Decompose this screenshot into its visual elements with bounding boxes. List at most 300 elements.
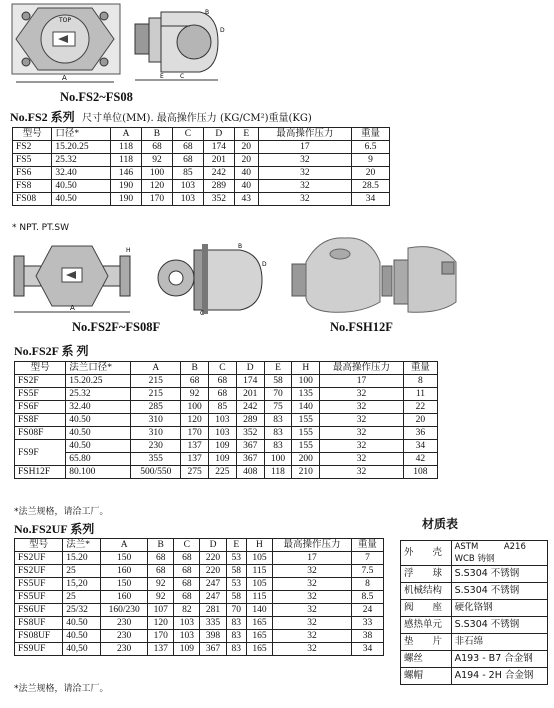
table-cell: 7.5	[351, 565, 383, 578]
table-cell: 40.50	[66, 440, 131, 453]
table-header: A	[131, 362, 181, 375]
table-header: B	[141, 128, 172, 141]
materials-table	[400, 540, 548, 685]
table-cell: 115	[246, 565, 272, 578]
table-row	[15, 565, 384, 578]
table-cell: 289	[203, 180, 234, 193]
table-cell: 40	[234, 167, 258, 180]
table-cell: 70	[226, 604, 246, 617]
table-cell: 190	[111, 193, 142, 206]
table-cell: 140	[246, 604, 272, 617]
table-cell: 32	[258, 193, 351, 206]
table-header: 型号	[13, 128, 52, 141]
table-cell: 140	[292, 401, 320, 414]
table-cell: 155	[292, 440, 320, 453]
table-row	[15, 604, 384, 617]
table-cell: 92	[181, 388, 209, 401]
table-cell: 32.40	[52, 167, 111, 180]
table-cell: 32	[273, 591, 352, 604]
table-header: D	[236, 362, 264, 375]
table-cell: 65.80	[66, 453, 131, 466]
table-cell: FS6UF	[15, 604, 63, 617]
table-cell: 150	[101, 552, 148, 565]
table-cell: 70	[264, 388, 292, 401]
table-cell: FS08F	[15, 427, 66, 440]
material-part: 垫 片	[401, 634, 452, 651]
table-row	[13, 141, 390, 154]
table3-title-text: No.FS2UF 系列	[14, 522, 95, 536]
table-row	[15, 414, 438, 427]
table-cell: 68	[141, 141, 172, 154]
table-row	[13, 167, 390, 180]
table-cell: 83	[226, 643, 246, 656]
table-cell: 103	[172, 193, 203, 206]
table-header: 型号	[15, 362, 66, 375]
table-header: D	[200, 539, 226, 552]
svg-text:D: D	[220, 27, 225, 34]
table-cell: 53	[226, 578, 246, 591]
table-cell: 32	[258, 154, 351, 167]
table-header: B	[181, 362, 209, 375]
table-cell: FS6F	[15, 401, 66, 414]
material-spec: A194 - 2H 合金钢	[451, 668, 547, 685]
table-cell: 146	[111, 167, 142, 180]
svg-text:B: B	[205, 9, 210, 16]
table-cell: FS08UF	[15, 630, 63, 643]
material-part: 螺帽	[401, 668, 452, 685]
table-cell: 32	[273, 643, 352, 656]
table-cell: FS2UF	[15, 565, 63, 578]
table-cell: FS5F	[15, 388, 66, 401]
table-cell: FS8UF	[15, 617, 63, 630]
table-cell: 100	[292, 375, 320, 388]
table-cell: 85	[172, 167, 203, 180]
material-spec: S.S304 不锈钢	[451, 617, 547, 634]
table-cell: 15.20.25	[52, 141, 111, 154]
table-cell: 8.5	[351, 591, 383, 604]
table-cell: 68	[174, 578, 200, 591]
table-cell: 38	[351, 630, 383, 643]
table-cell: 190	[111, 180, 142, 193]
table-row	[15, 466, 438, 479]
table-cell: 109	[174, 643, 200, 656]
fs2f-front-view-drawing	[12, 238, 132, 316]
table-cell: 137	[181, 440, 209, 453]
svg-text:A: A	[70, 304, 75, 312]
table-row	[13, 154, 390, 167]
table-header: A	[101, 539, 148, 552]
table-cell: 68	[174, 591, 200, 604]
table-cell: 170	[141, 193, 172, 206]
fsh12f-photo-illustration	[290, 232, 465, 322]
table-cell: FS6	[13, 167, 52, 180]
material-row	[401, 634, 548, 651]
table-cell: 310	[131, 427, 181, 440]
table-cell: 247	[200, 591, 226, 604]
table-header: C	[174, 539, 200, 552]
table-cell: 247	[200, 578, 226, 591]
table-cell: 25.32	[66, 388, 131, 401]
table-cell: 105	[246, 578, 272, 591]
table-header: D	[203, 128, 234, 141]
table-header: B	[148, 539, 174, 552]
table3-header-row	[15, 539, 384, 552]
table-cell: 335	[200, 617, 226, 630]
svg-text:B: B	[238, 243, 243, 250]
table-cell: 68	[209, 375, 237, 388]
table-cell: 103	[174, 630, 200, 643]
material-part: 感热单元	[401, 617, 452, 634]
table-cell: 92	[141, 154, 172, 167]
table3-note: *法兰规格，请洽工厂。	[14, 684, 109, 694]
table-cell: 200	[292, 453, 320, 466]
table-cell: 8	[351, 578, 383, 591]
table-cell: 32	[320, 427, 404, 440]
table-cell: 83	[264, 427, 292, 440]
material-part: 阀 座	[401, 600, 452, 617]
table-cell: 6.5	[352, 141, 390, 154]
materials-title: 材质表	[422, 517, 459, 531]
table-cell: 105	[246, 552, 272, 565]
table-row	[15, 617, 384, 630]
table-header: A	[111, 128, 142, 141]
table-header: E	[226, 539, 246, 552]
table-header: 最高操作压力	[273, 539, 352, 552]
material-part: 外 壳	[401, 541, 452, 566]
table-header: 最高操作压力	[320, 362, 404, 375]
table-cell: 83	[264, 414, 292, 427]
table-cell: 120	[148, 617, 174, 630]
material-spec: S.S304 不锈钢	[451, 566, 547, 583]
table2-note: *法兰规格，请洽工厂。	[14, 507, 109, 517]
table-cell: 160	[101, 591, 148, 604]
table-cell: 215	[131, 388, 181, 401]
table-cell: 103	[172, 180, 203, 193]
table-cell: 68	[209, 388, 237, 401]
table1-header-row	[13, 128, 390, 141]
table-cell: 58	[264, 375, 292, 388]
table-row	[15, 427, 438, 440]
table-cell: 58	[226, 591, 246, 604]
svg-text:C: C	[180, 73, 185, 80]
table-cell: 68	[174, 552, 200, 565]
table-header: H	[246, 539, 272, 552]
table-cell: 92	[148, 591, 174, 604]
table-cell: 24	[351, 604, 383, 617]
table-cell: 68	[172, 141, 203, 154]
table-cell: 80.100	[66, 466, 131, 479]
table-cell: FS2F	[15, 375, 66, 388]
table-cell: 68	[174, 565, 200, 578]
material-row	[401, 617, 548, 634]
fs2f-spec-table	[14, 361, 438, 479]
table-cell: 20	[234, 154, 258, 167]
table-cell: 40.50	[66, 427, 131, 440]
table-cell: 32	[258, 180, 351, 193]
table-cell: 367	[236, 440, 264, 453]
table-cell: FS2UF	[15, 552, 63, 565]
table-cell: 58	[226, 565, 246, 578]
table-cell: 32	[273, 617, 352, 630]
table1-note: * NPT. PT.SW	[12, 223, 70, 233]
table-cell: 25.32	[52, 154, 111, 167]
table-row	[13, 193, 390, 206]
table-cell: 310	[131, 414, 181, 427]
svg-text:C: C	[200, 310, 205, 316]
table-cell: 22	[403, 401, 437, 414]
table2-header-row	[15, 362, 438, 375]
table-cell: 137	[181, 453, 209, 466]
table-cell: 230	[101, 643, 148, 656]
table-cell: 32	[273, 630, 352, 643]
table-cell: 36	[403, 427, 437, 440]
material-spec: A193 - B7 合金钢	[451, 651, 547, 668]
svg-text:E: E	[160, 73, 164, 80]
material-part: 机械结构	[401, 583, 452, 600]
material-spec: S.S304 不锈钢	[451, 583, 547, 600]
table-cell: 165	[246, 630, 272, 643]
table-cell: 281	[200, 604, 226, 617]
material-row	[401, 668, 548, 685]
table-cell: FS5	[13, 154, 52, 167]
table-cell: 215	[131, 375, 181, 388]
table-cell: FS08	[13, 193, 52, 206]
table-header: 口径*	[52, 128, 111, 141]
table-header: 型号	[15, 539, 63, 552]
table-cell: 85	[209, 401, 237, 414]
table-cell: 285	[131, 401, 181, 414]
fig2-caption-fs2f: No.FS2F~FS08F	[72, 320, 161, 334]
table-cell: 28.5	[352, 180, 390, 193]
table-cell: 40,50	[63, 643, 101, 656]
table-cell: 408	[236, 466, 264, 479]
table-cell: 367	[200, 643, 226, 656]
fs2uf-spec-table	[14, 538, 384, 656]
table-cell: 355	[131, 453, 181, 466]
table-cell: 32	[320, 466, 404, 479]
table-cell: 32.40	[66, 401, 131, 414]
table-header: E	[264, 362, 292, 375]
fig2-caption-fsh12f: No.FSH12F	[330, 320, 393, 334]
table-cell: 220	[200, 552, 226, 565]
material-spec: 硬化铬钢	[451, 600, 547, 617]
top-label: TOP	[58, 17, 72, 24]
material-row	[401, 583, 548, 600]
table-cell: 120	[181, 414, 209, 427]
table-cell: 32	[258, 167, 351, 180]
table-cell: 9	[352, 154, 390, 167]
table-header: C	[209, 362, 237, 375]
table-cell: 40.50	[63, 617, 101, 630]
table-cell: 8	[403, 375, 437, 388]
table-cell: 230	[101, 630, 148, 643]
table-cell: 15.20	[63, 552, 101, 565]
table-cell: 100	[181, 401, 209, 414]
table-cell: 165	[246, 643, 272, 656]
table-cell: 120	[141, 180, 172, 193]
table-header: 重量	[351, 539, 383, 552]
material-spec: 非石绵	[451, 634, 547, 651]
table-cell: 155	[292, 414, 320, 427]
table-cell: FS9F	[15, 440, 66, 466]
table-cell: 75	[264, 401, 292, 414]
table-header: 最高操作压力	[258, 128, 351, 141]
table-cell: 150	[101, 578, 148, 591]
table-cell: 174	[203, 141, 234, 154]
table-cell: 230	[101, 617, 148, 630]
table-cell: 25	[63, 591, 101, 604]
table-cell: 17	[258, 141, 351, 154]
table-cell: 25	[63, 565, 101, 578]
table-cell: 137	[148, 643, 174, 656]
table-cell: 242	[203, 167, 234, 180]
material-row	[401, 541, 548, 566]
table-cell: 201	[203, 154, 234, 167]
table-row	[15, 375, 438, 388]
table-cell: 115	[246, 591, 272, 604]
material-part: 螺丝	[401, 651, 452, 668]
table-cell: 43	[234, 193, 258, 206]
table-cell: 42	[403, 453, 437, 466]
table-header: C	[172, 128, 203, 141]
table-row	[15, 630, 384, 643]
table-cell: 225	[209, 466, 237, 479]
table-cell: 109	[209, 453, 237, 466]
material-row	[401, 566, 548, 583]
table-cell: 17	[320, 375, 404, 388]
table-cell: 170	[181, 427, 209, 440]
table-cell: FS2	[13, 141, 52, 154]
table-cell: 83	[264, 440, 292, 453]
table-cell: 68	[148, 565, 174, 578]
table-row	[15, 552, 384, 565]
table-cell: 40.50	[52, 180, 111, 193]
table-header: H	[292, 362, 320, 375]
table-cell: 103	[209, 427, 237, 440]
table-cell: FSH12F	[15, 466, 66, 479]
table-cell: 220	[200, 565, 226, 578]
table-cell: 103	[174, 617, 200, 630]
table-header: 法兰口径*	[66, 362, 131, 375]
table-cell: 68	[181, 375, 209, 388]
table-cell: FS8F	[15, 414, 66, 427]
table-header: 法兰*	[63, 539, 101, 552]
table-cell: 174	[236, 375, 264, 388]
table1-title-rest: 尺寸单位(MM). 最高操作压力 (KG/CM²)重量(KG)	[82, 113, 312, 124]
table-cell: FS9UF	[15, 643, 63, 656]
table-header: 重量	[352, 128, 390, 141]
table-cell: 289	[236, 414, 264, 427]
fs2-front-view-drawing	[10, 2, 125, 87]
table-cell: 32	[273, 578, 352, 591]
table-cell: 11	[403, 388, 437, 401]
table-cell: 398	[200, 630, 226, 643]
table-cell: FS5UF	[15, 578, 63, 591]
table-cell: 82	[174, 604, 200, 617]
dim-a-label: A	[62, 74, 67, 82]
table1-title-bold: No.FS2 系列	[10, 110, 75, 124]
table-cell: 103	[209, 414, 237, 427]
table-cell: 32	[273, 565, 352, 578]
table-cell: 160/230	[101, 604, 148, 617]
table-cell: 83	[226, 617, 246, 630]
table-cell: 242	[236, 401, 264, 414]
table-cell: 92	[148, 578, 174, 591]
table-cell: 20	[352, 167, 390, 180]
table-header: 重量	[403, 362, 437, 375]
table-cell: 32	[320, 414, 404, 427]
table-cell: 40	[234, 180, 258, 193]
table-cell: 352	[236, 427, 264, 440]
table-cell: 20	[234, 141, 258, 154]
table-row	[15, 578, 384, 591]
table-cell: 155	[292, 427, 320, 440]
fs2f-side-view-drawing	[150, 238, 270, 316]
table-cell: 108	[403, 466, 437, 479]
table-cell: FS8	[13, 180, 52, 193]
table-cell: 53	[226, 552, 246, 565]
table-cell: 7	[351, 552, 383, 565]
fs2-section-view-drawing	[130, 2, 225, 87]
fs2-spec-table	[12, 127, 390, 206]
table-cell: 40.50	[63, 630, 101, 643]
table-cell: 118	[111, 154, 142, 167]
table-cell: 32	[320, 401, 404, 414]
table-cell: 40.50	[66, 414, 131, 427]
table-cell: 201	[236, 388, 264, 401]
table-cell: 32	[320, 388, 404, 401]
table-cell: 135	[292, 388, 320, 401]
table-row	[15, 591, 384, 604]
table-cell: 165	[246, 617, 272, 630]
svg-text:D: D	[262, 261, 267, 268]
table-cell: 160	[101, 565, 148, 578]
table-row	[15, 643, 384, 656]
table-cell: 33	[351, 617, 383, 630]
table-cell: 352	[203, 193, 234, 206]
table-cell: 367	[236, 453, 264, 466]
table-cell: 17	[273, 552, 352, 565]
table-cell: 170	[148, 630, 174, 643]
table-cell: 275	[181, 466, 209, 479]
table-cell: 500/550	[131, 466, 181, 479]
table-cell: 230	[131, 440, 181, 453]
material-row	[401, 651, 548, 668]
table2-title	[14, 342, 89, 359]
table-header: E	[234, 128, 258, 141]
table-cell: 109	[209, 440, 237, 453]
table-row	[15, 453, 438, 466]
table-row	[15, 388, 438, 401]
table-cell: 118	[264, 466, 292, 479]
table-cell: 100	[264, 453, 292, 466]
table-cell: 32	[320, 440, 404, 453]
table-cell: 32	[320, 453, 404, 466]
material-part: 浮 球	[401, 566, 452, 583]
fig1-caption: No.FS2~FS08	[60, 90, 133, 104]
table-cell: 107	[148, 604, 174, 617]
table-cell: 68	[148, 552, 174, 565]
table-cell: 15,20	[63, 578, 101, 591]
table-cell: 40.50	[52, 193, 111, 206]
table-cell: FS5UF	[15, 591, 63, 604]
table-cell: 210	[292, 466, 320, 479]
table-cell: 68	[172, 154, 203, 167]
table-cell: 20	[403, 414, 437, 427]
table3-title	[14, 520, 94, 537]
table1-title	[10, 108, 312, 125]
table-cell: 100	[141, 167, 172, 180]
